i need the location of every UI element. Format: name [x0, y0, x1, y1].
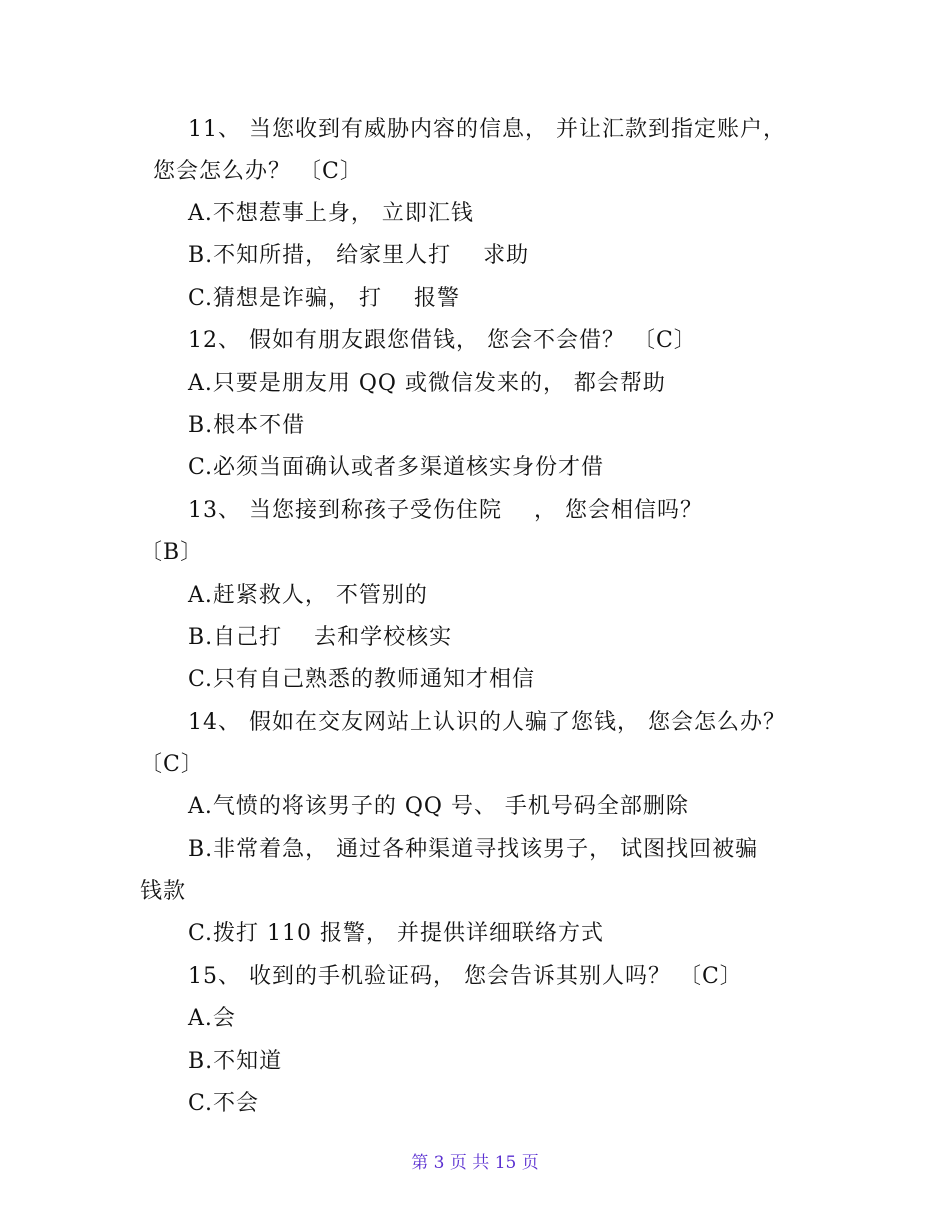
- question-14-option-c: C.拨打 110 报警， 并提供详细联络方式: [188, 921, 605, 946]
- question-15-option-c: C.不会: [188, 1091, 260, 1116]
- question-15-text: 15、 收到的手机验证码， 您会告诉其别人吗？ 〔C〕: [188, 964, 743, 989]
- question-14-option-a: A.气愤的将该男子的 QQ 号、 手机号码全部删除: [188, 794, 689, 819]
- question-11-option-a: A.不想惹事上身， 立即汇钱: [188, 201, 474, 226]
- question-15-option-b: B.不知道: [188, 1049, 283, 1074]
- question-12-option-b: B.根本不借: [188, 413, 306, 438]
- question-13-option-c: C.只有自己熟悉的教师通知才相信: [188, 667, 536, 692]
- question-12-option-c: C.必须当面确认或者多渠道核实身份才借: [188, 455, 605, 480]
- question-12-option-a: A.只要是朋友用 QQ 或微信发来的， 都会帮助: [188, 371, 666, 396]
- question-14-option-b-continued: 钱款: [140, 879, 187, 904]
- question-11-text: 11、 当您收到有威胁内容的信息， 并让汇款到指定账户，: [188, 117, 786, 142]
- question-13-text: 13、 当您接到称孩子受伤住院 ， 您会相信吗？: [188, 498, 703, 523]
- question-13-text-continued: 〔B〕: [140, 540, 204, 565]
- question-13-option-b: B.自己打 去和学校核实: [188, 625, 453, 650]
- question-11-text-continued: 您会怎么办？ 〔C〕: [153, 159, 363, 184]
- question-14-option-b: B.非常着急， 通过各种渠道寻找该男子， 试图找回被骗: [188, 837, 759, 862]
- question-11-option-b: B.不知所措， 给家里人打 求助: [188, 243, 530, 268]
- question-11-option-c: C.猜想是诈骗， 打 报警: [188, 286, 461, 311]
- question-12-text: 12、 假如有朋友跟您借钱， 您会不会借？ 〔C〕: [188, 328, 697, 353]
- question-14-text-continued: 〔C〕: [140, 752, 204, 777]
- question-14-text: 14、 假如在交友网站上认识的人骗了您钱， 您会怎么办？: [188, 710, 786, 735]
- page-number-footer: 第 3 页 共 15 页: [411, 1153, 539, 1173]
- question-15-option-a: A.会: [188, 1006, 236, 1031]
- question-13-option-a: A.赶紧救人， 不管别的: [188, 583, 428, 608]
